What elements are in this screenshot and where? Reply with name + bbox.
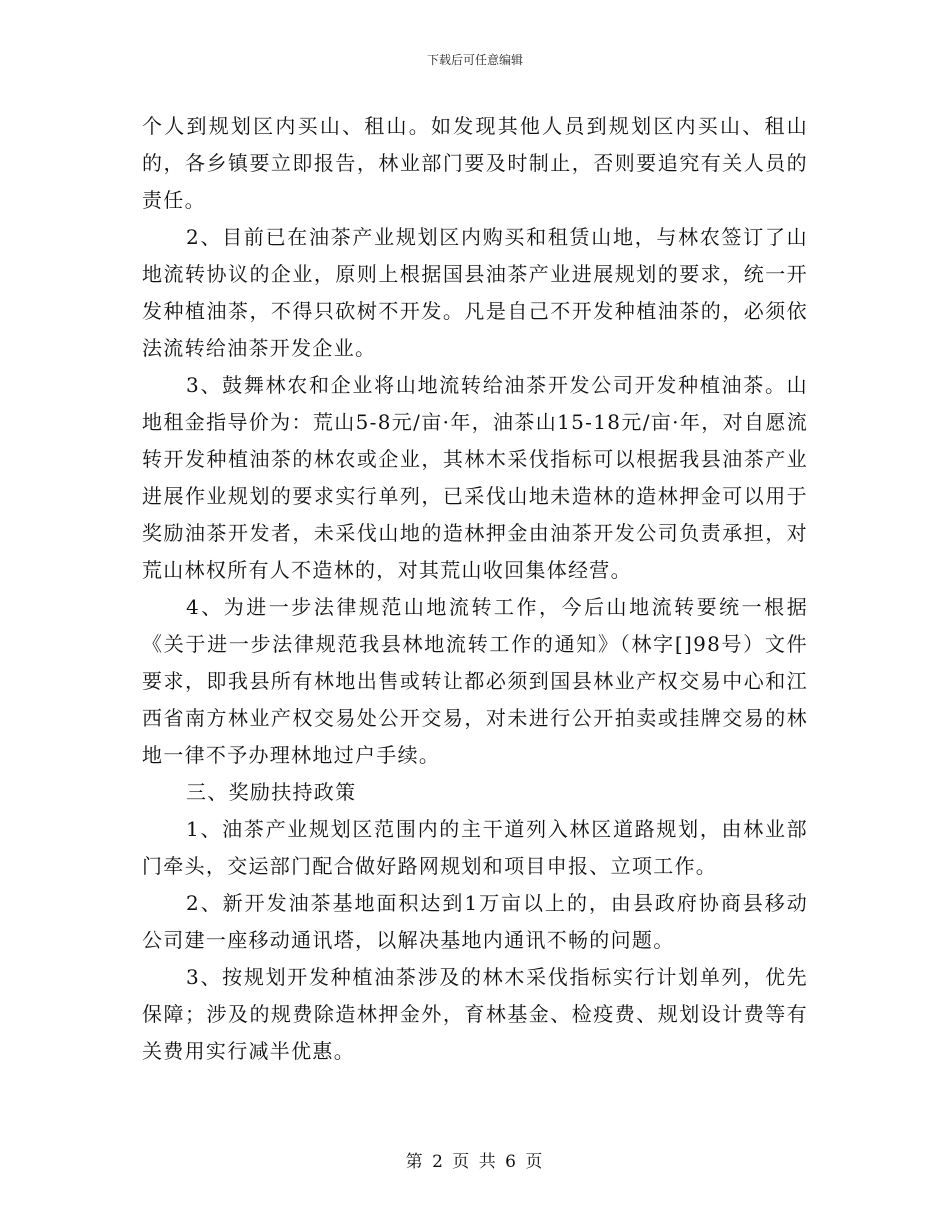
- paragraph-incentive-2: 2、新开发油茶基地面积达到1万亩以上的，由县政府协商县移动公司建一座移动通讯塔，以解决基地内通讯不畅的问题。: [142, 891, 808, 952]
- paragraph-incentive-1: 1、油茶产业规划区范围内的主干道列入林区道路规划，由林业部门牵头，交运部门配合做好路网规划和项目申报、立项工作。: [142, 817, 808, 878]
- paragraph-incentive-3: 3、按规划开发种植油茶涉及的林木采伐指标实行计划单列，优先保障；涉及的规费除造林押金外，育林基金、检疫费、规划设计费等有关费用实行减半优惠。: [142, 965, 808, 1063]
- paragraph-continuation: 个人到规划区内买山、租山。如发现其他人员到规划区内买山、租山的，各乡镇要立即报告，林业部门要及时制止，否则要追究有关人员的责任。: [142, 114, 808, 212]
- paragraph-item-4: 4、为进一步法律规范山地流转工作，今后山地流转要统一根据《关于进一步法律规范我县林地流转工作的通知》（林字[]98号）文件要求，即我县所有林地出售或转让都必须到国县林业产权交易中心和江西省南方林业产权交易处公开交易，对未进行公开拍卖或挂牌交易的林地一律不予办理林地过户手续。: [142, 595, 808, 767]
- paragraph-item-3: 3、鼓舞林农和企业将山地流转给油茶开发公司开发种植油茶。山地租金指导价为：荒山5-8元/亩·年，油茶山15-18元/亩·年，对自愿流转开发种植油茶的林农或企业，其林木采伐指标可以根据我县油茶产业进展作业规划的要求实行单列，已采伐山地未造林的造林押金可以用于奖励油茶开发者，未采伐山地的造林押金由油茶开发公司负责承担，对荒山林权所有人不造林的，对其荒山收回集体经营。: [142, 373, 808, 582]
- paragraph-item-2: 2、目前已在油茶产业规划区内购买和租赁山地，与林农签订了山地流转协议的企业，原则上根据国县油茶产业进展规划的要求，统一开发种植油茶，不得只砍树不开发。凡是自己不开发种植油茶的，必须依法流转给油茶开发企业。: [142, 225, 808, 360]
- page-number-footer: 第 2 页 共 6 页: [405, 1152, 545, 1172]
- page-header: 下载后可任意编辑: [426, 53, 523, 67]
- document-body: [142, 108, 808, 1070]
- section-heading-incentives: 三、奖励扶持政策: [186, 780, 357, 804]
